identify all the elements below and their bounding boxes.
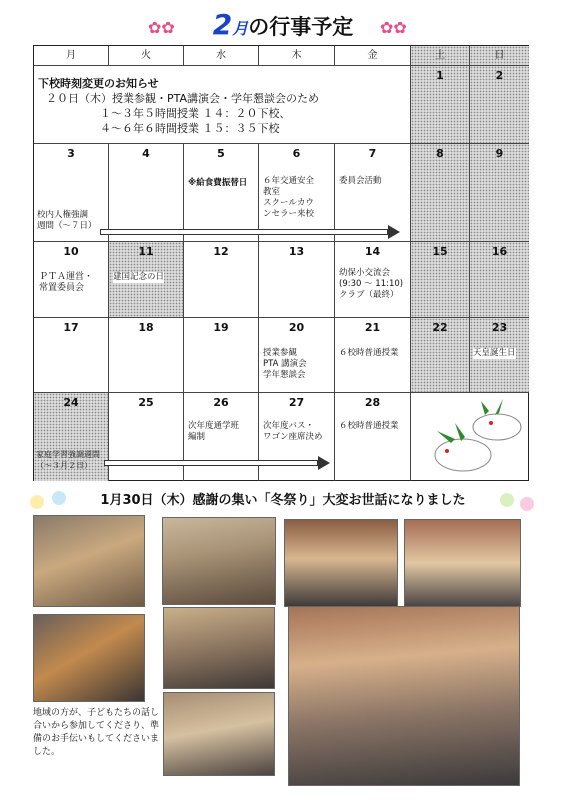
- day-cell: [470, 242, 529, 318]
- event-photo: [163, 607, 275, 689]
- day-cell: [184, 393, 259, 481]
- day-cell: [184, 318, 259, 393]
- day-number: 5: [217, 147, 225, 160]
- day-number: 20: [288, 321, 305, 334]
- day-number: 22: [432, 321, 448, 334]
- day-cell: [470, 318, 529, 393]
- event-text: 建国記念の日: [113, 272, 165, 282]
- day-number: 8: [436, 147, 444, 160]
- event-text: ６校時普通授業: [339, 421, 399, 431]
- day-number: 2: [495, 69, 504, 82]
- day-number: 15: [432, 245, 448, 258]
- event-text: ＰＴＡ運営・ 常置委員会: [39, 272, 94, 293]
- day-number: 1: [436, 69, 444, 82]
- day-cell: [34, 144, 109, 242]
- weekday-thu: 木: [259, 46, 335, 66]
- notice-text: [38, 76, 319, 136]
- day-number: 21: [364, 321, 381, 334]
- snow-rabbit-icon: [411, 393, 529, 481]
- day-cell: [184, 242, 259, 318]
- event-photo: [163, 692, 275, 776]
- day-cell: [470, 144, 529, 242]
- event-text: 天皇誕生日: [473, 348, 516, 358]
- event-photo: [284, 519, 398, 607]
- event-photo: [404, 519, 521, 607]
- day-cell: [34, 318, 109, 393]
- weekday-wed: 水: [184, 46, 259, 66]
- event-photo-large: [288, 606, 520, 786]
- day-number: 4: [142, 147, 150, 160]
- day-cell: [411, 318, 470, 393]
- day-number: 6: [292, 147, 301, 160]
- day-number: 24: [63, 396, 79, 409]
- event-text: 家庭学習強調週間 （～３月２日）: [36, 450, 100, 470]
- notice-line: ２０日（木）授業参観・PTA講演会・学年懇談会のため: [46, 92, 320, 105]
- day-number: 11: [138, 245, 154, 258]
- day-number: 18: [138, 321, 154, 334]
- day-cell: [109, 318, 184, 393]
- event-text: 次年度バス・ ワゴン座席決め: [263, 421, 323, 442]
- day-number: 28: [364, 396, 381, 409]
- day-cell: [335, 393, 411, 481]
- event-text: ※給食費振替日: [188, 178, 248, 188]
- event-text: 幼保小交流会 (9:30 ～ 11:10) クラブ（最終）: [339, 268, 404, 300]
- day-number: 7: [368, 147, 377, 160]
- event-text: 次年度通学班 編制: [188, 421, 240, 442]
- flower-icon: ✿✿: [148, 18, 175, 37]
- event-text: 授業参観 PTA 講演会 学年懇談会: [263, 348, 307, 380]
- weekday-tue: 火: [109, 46, 184, 66]
- event-text: ６年交通安全 教室 スクールカウ ンセラー来校: [263, 176, 315, 219]
- day-number: 3: [67, 147, 75, 160]
- day-number: 25: [138, 396, 154, 409]
- event-text: ６校時普通授業: [339, 348, 399, 358]
- notice-line: ４～６年６時間授業 １５：３５下校: [100, 122, 280, 135]
- day-number: 9: [495, 147, 504, 160]
- notice-box: [34, 66, 411, 144]
- day-cell: [259, 144, 335, 242]
- event-photo: [33, 614, 145, 702]
- day-number: 17: [63, 321, 79, 334]
- day-cell: [34, 393, 109, 481]
- day-number: 26: [213, 396, 229, 409]
- title-text: の行事予定: [248, 15, 354, 39]
- day-number: 13: [288, 245, 305, 258]
- day-number: 19: [213, 321, 229, 334]
- event-photo: [162, 517, 276, 605]
- day-cell: [184, 144, 259, 242]
- day-number: 23: [491, 321, 508, 334]
- snow-rabbit-illustration: [411, 393, 529, 481]
- notice-line: １～３年５時間授業 １４：２０下校、: [100, 107, 291, 120]
- event-text: 委員会活動: [339, 176, 382, 186]
- day-number: 14: [364, 245, 381, 258]
- section-heading: 1月30日（木）感謝の集い「冬祭り」大変お世話になりました: [100, 493, 466, 508]
- arrow-icon: [104, 460, 318, 466]
- day-cell: [109, 242, 184, 318]
- notice-heading: 下校時刻変更のお知らせ: [38, 77, 159, 90]
- day-cell: [411, 144, 470, 242]
- event-text: 校内人権強調 週間（～７日）: [37, 210, 97, 231]
- day-number: 12: [213, 245, 229, 258]
- day-cell: [470, 66, 529, 144]
- weekday-mon: 月: [34, 46, 109, 66]
- day-number: 16: [491, 245, 508, 258]
- title-number: 2: [212, 8, 233, 41]
- weekday-sun: 日: [470, 46, 529, 66]
- day-number: 10: [63, 245, 79, 258]
- day-cell: [259, 242, 335, 318]
- calendar: [33, 45, 529, 481]
- day-cell: [34, 242, 109, 318]
- day-number: 27: [288, 396, 305, 409]
- photo-caption: 地域の方が、子どもたちの話し合いから参加してくださり、準備のお手伝いもしてくださいました。: [33, 708, 160, 757]
- arrow-icon: [100, 229, 388, 235]
- event-photo: [33, 515, 145, 607]
- day-cell: [411, 66, 470, 144]
- day-cell: [259, 318, 335, 393]
- weekday-fri: 金: [335, 46, 411, 66]
- day-cell: [109, 393, 184, 481]
- day-cell: [411, 242, 470, 318]
- day-cell: [109, 144, 184, 242]
- weekday-sat: 土: [411, 46, 470, 66]
- page-title: [0, 8, 566, 40]
- title-month: 月: [232, 19, 249, 38]
- day-cell: [335, 242, 411, 318]
- day-cell: [335, 318, 411, 393]
- flower-icon: ✿✿: [380, 18, 407, 37]
